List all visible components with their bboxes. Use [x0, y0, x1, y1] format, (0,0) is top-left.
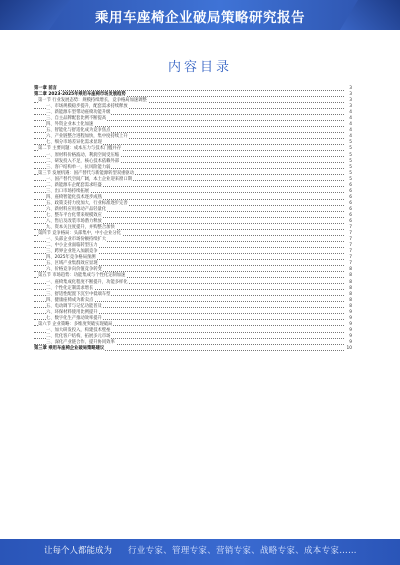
- toc-entry-page: 3: [349, 104, 352, 110]
- toc-entry-page: 5: [349, 170, 352, 176]
- toc-entry-title: 五、电动调节与记忆功能普及: [46, 303, 102, 309]
- report-title: 乘用车座椅企业破局策略研究报告: [95, 10, 305, 26]
- toc-entry-page: 3: [349, 98, 352, 104]
- toc-entry-page: 5: [349, 176, 352, 182]
- toc-entry-title: 六、价格竞争向价值竞争转变: [46, 267, 102, 273]
- toc-entry-page: 8: [349, 303, 352, 309]
- toc-entry-page: 8: [349, 267, 352, 273]
- toc-entry-title: 二、中小企业面临转型压力: [46, 243, 98, 249]
- toc-entry-page: 6: [349, 200, 352, 206]
- toc-entry-page: 9: [349, 333, 352, 339]
- footer-expert-list: 行业专家、管理专家、营销专家、战略专家、成本专家……: [128, 546, 357, 556]
- toc-entry-title: 二、新能源车型带动座椅功能升级: [46, 110, 111, 116]
- toc-entry-title: 二、个性化定制需求增长: [46, 285, 94, 291]
- footer-slogan: 让每个人都能成为: [44, 546, 113, 556]
- toc-entry-page: 8: [349, 285, 352, 291]
- toc-entry-title: 第三章 乘用车座椅企业破局策略建议: [34, 346, 105, 352]
- toc-entry-title: 五、区域产业集群效应显现: [46, 261, 98, 267]
- toc-entry-title: 一、座椅集成化程度不断提升，功能多样化: [46, 279, 128, 285]
- toc-entry-page: 4: [349, 116, 352, 122]
- footer-banner: [0, 539, 400, 565]
- toc-entry-page: 7: [349, 237, 352, 243]
- toc-entry-page: 7: [349, 255, 352, 261]
- toc-entry-page: 6: [349, 182, 352, 188]
- toc-entry-page: 10: [346, 346, 352, 352]
- toc-entry-page: 8: [349, 297, 352, 303]
- toc-entry-page: 7: [349, 225, 352, 231]
- toc-entry-page: 5: [349, 164, 352, 170]
- toc-entry-title: 二、新能源车企配套需求旺盛: [46, 182, 102, 188]
- toc-leader-dots: [34, 90, 344, 91]
- toc-entry-title: 一、原材料价格波动，利润空间受压缩: [46, 152, 120, 158]
- toc-entry-title: 五、智能化与舒适化成为竞争焦点: [46, 128, 111, 134]
- toc-entry-page: 5: [349, 140, 352, 146]
- toc-entry-title: 三、出口市场持续拓展: [46, 188, 89, 194]
- toc-entry-title: 九、资本关注度提升，并购整合加快: [46, 225, 115, 231]
- toc-entry-title: 一、国产替代空间广阔，本土企业迎来窗口期: [46, 176, 132, 182]
- toc-entry-title: 四、座椅智能化技术逐步成熟: [46, 194, 102, 200]
- toc-entry-page: 7: [349, 249, 352, 255]
- toc-entry-page: 9: [349, 327, 352, 333]
- toc-entry-page: 8: [349, 291, 352, 297]
- toc-entry-page: 9: [349, 309, 352, 315]
- toc-entry-page: 5: [349, 158, 352, 164]
- toc-entry-title: 第一章 前言: [34, 86, 57, 91]
- toc-entry-title: 七、细分市场差异化需求显现: [46, 140, 102, 146]
- toc-entry-title: 第五节 市场趋势：功能集成与个性化定制加速: [38, 273, 126, 279]
- toc-entry-title: 第一节 行业发展态势：规模持续增长，竞争格局加速调整: [38, 98, 147, 104]
- toc-entry[interactable]: [34, 346, 352, 352]
- toc-entry-page: 6: [349, 206, 352, 212]
- toc-entry-title: 第二章 2023-2025年乘用车座椅市场发展趋势: [34, 92, 126, 98]
- toc-entry-page: 9: [349, 315, 352, 321]
- toc-entry-page: 4: [349, 128, 352, 134]
- toc-entry-title: 一、头部企业市场份额持续扩大: [46, 237, 107, 243]
- toc-entry-page: 9: [349, 339, 352, 345]
- toc-entry-page: 3: [349, 92, 352, 98]
- toc-entry-title: 八、售后及改装市场潜力释放: [46, 219, 102, 225]
- toc-entry-page: 6: [349, 219, 352, 225]
- toc-entry-page: 8: [349, 279, 352, 285]
- toc-entry-title: 四、2025年竞争格局预测: [46, 255, 96, 261]
- toc-entry-title: 三、舒适性配置下沉至中低端车型: [46, 291, 111, 297]
- toc-entry-title: 一、市场规模稳步提升，配套需求持续释放: [46, 104, 128, 110]
- toc-entry-page: 7: [349, 243, 352, 249]
- toc-entry-page: 3: [349, 86, 352, 91]
- toc-entry-title: 二、优化客户结构，拓展多元市场: [46, 333, 111, 339]
- toc-entry-title: 六、新材料应用推动产品轻量化: [46, 206, 107, 212]
- toc-entry-title: 第二节 主要问题：成本压力与技术门槛并存: [38, 146, 122, 152]
- toc-entry-title: 五、政策支持力度加大，行业标准逐步完善: [46, 200, 128, 206]
- toc-entry-page: 8: [349, 273, 352, 279]
- toc-entry-title: 七、整车平台化带来规模效应: [46, 212, 102, 218]
- toc-entry-title: 六、环保材料使用比例提升: [46, 309, 98, 315]
- toc-entry-title: 一、加大研发投入，构建技术壁垒: [46, 327, 111, 333]
- toc-entry-title: 三、深化产业链合作，提升协同效率: [46, 339, 115, 345]
- toc-entry-page: 9: [349, 321, 352, 327]
- toc-entry-title: 三、跨界企业进入加剧竞争: [46, 249, 98, 255]
- toc-entry-title: 六、产业链整合进程加快，集中度持续上升: [46, 134, 128, 140]
- toc-entry-page: 4: [349, 110, 352, 116]
- toc-entry-page: 6: [349, 212, 352, 218]
- toc-entry-title: 三、自主品牌配套比例不断提高: [46, 116, 107, 122]
- toc-entry-title: 二、研发投入不足，核心技术依赖外部: [46, 158, 120, 164]
- toc-entry-page: 4: [349, 122, 352, 128]
- toc-entry-page: 4: [349, 134, 352, 140]
- toc-entry-page: 6: [349, 188, 352, 194]
- toc-entry-title: 第三节 发展机遇：国产替代与新能源转型双重驱动: [38, 170, 134, 176]
- table-of-contents: [34, 86, 352, 352]
- toc-entry-page: 5: [349, 146, 352, 152]
- toc-entry-title: 三、客户结构单一，抗风险能力弱: [46, 164, 111, 170]
- toc-entry-page: 7: [349, 261, 352, 267]
- toc-entry-title: 七、数字化生产推动效率提升: [46, 315, 102, 321]
- toc-entry-page: 6: [349, 194, 352, 200]
- toc-entry-title: 四、健康座椅成为新卖点: [46, 297, 94, 303]
- toc-entry-page: 5: [349, 152, 352, 158]
- toc-heading: 内容目录: [167, 60, 232, 75]
- toc-entry-title: 四、外资企业本土化加速: [46, 122, 94, 128]
- toc-entry-page: 7: [349, 231, 352, 237]
- toc-entry-title: 第六节 企业策略：多维度突破实现破局: [38, 321, 113, 327]
- toc-entry-title: 第四节 竞争格局：头部集中，中小企业分化: [38, 231, 122, 237]
